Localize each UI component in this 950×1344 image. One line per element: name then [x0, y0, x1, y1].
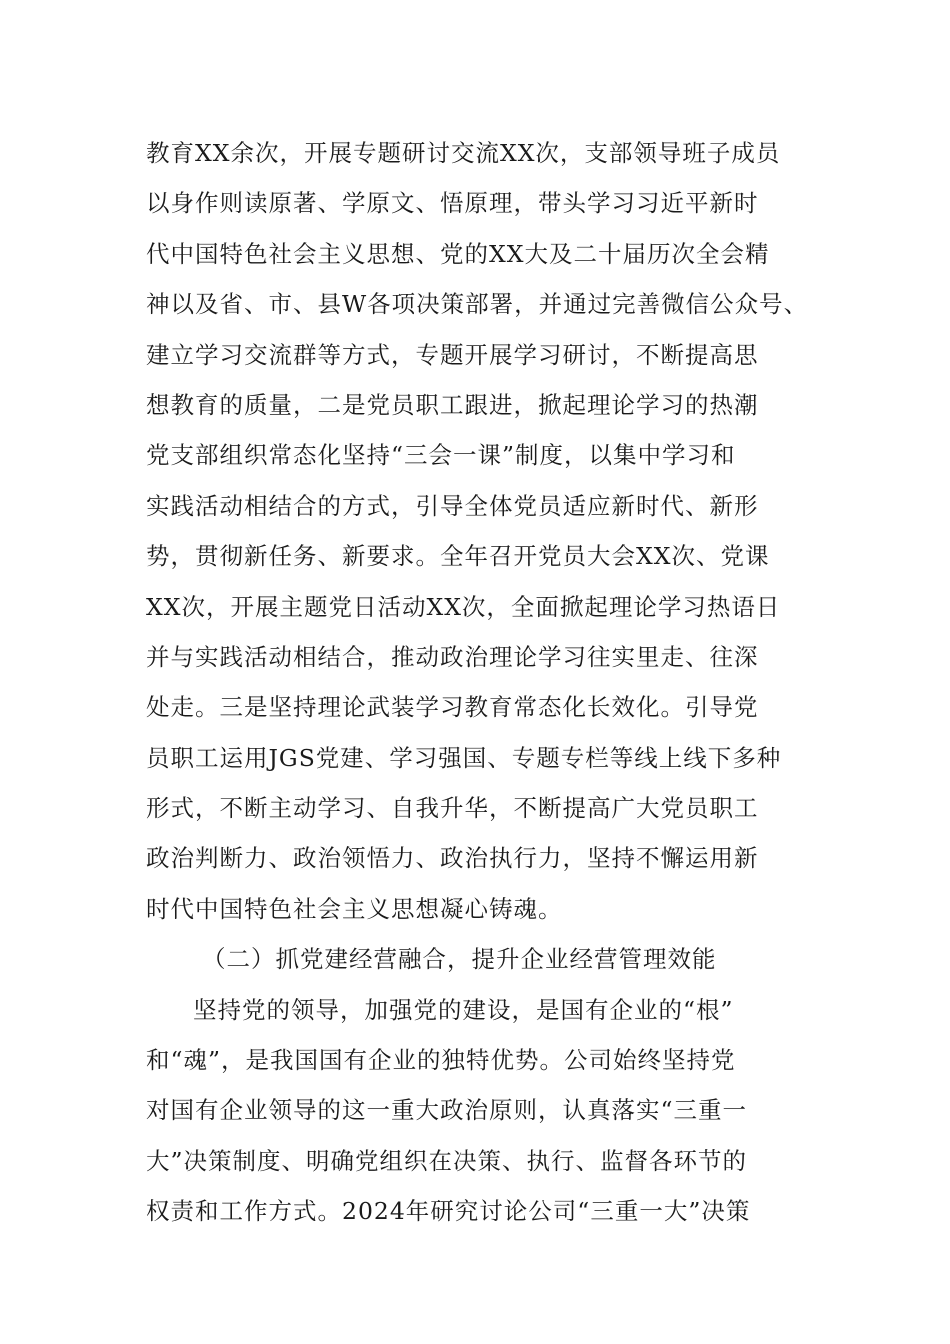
document-body [146, 128, 816, 1237]
text-line: 以身作则读原著、学原文、悟原理，带头学习习近平新时 [146, 189, 759, 218]
paragraph-first-line: 坚持党的领导，加强党的建设，是国有企业的“根” [193, 995, 734, 1024]
text-line: 权责和工作方式。2024年研究讨论公司“三重一大”决策 [146, 1197, 751, 1226]
text-line: 势，贯彻新任务、新要求。全年召开党员大会XX次、党课 [146, 542, 770, 571]
text-line: 员职工运用JGS党建、学习强国、专题专栏等线上线下多种 [146, 743, 782, 772]
text-line: 想教育的质量，二是党员职工跟进，掀起理论学习的热潮 [146, 390, 759, 419]
text-line: 政治判断力、政治领悟力、政治执行力，坚持不懈运用新 [146, 844, 759, 873]
text-line: XX次，开展主题党日活动XX次，全面掀起理论学习热语日 [146, 592, 781, 621]
text-line: 形式，不断主动学习、自我升华，不断提高广大党员职工 [146, 794, 759, 823]
text-line: 处走。三是坚持理论武装学习教育常态化长效化。引导党 [146, 693, 759, 722]
text-line: 代中国特色社会主义思想、党的XX大及二十届历次全会精 [146, 239, 770, 268]
text-line: 大”决策制度、明确党组织在决策、执行、监督各环节的 [146, 1146, 748, 1175]
text-line: 并与实践活动相结合，推动政治理论学习往实里走、往深 [146, 642, 759, 671]
text-line: 党支部组织常态化坚持“三会一课”制度，以集中学习和 [146, 441, 736, 470]
section-heading: （二）抓党建经营融合，提升企业经营管理效能 [202, 945, 717, 974]
text-line: 时代中国特色社会主义思想凝心铸魂。 [146, 894, 563, 923]
text-line: 建立学习交流群等方式，专题开展学习研讨，不断提高思 [146, 340, 759, 369]
text-line: 神以及省、市、县W各项决策部署，并通过完善微信公众号、 [146, 290, 809, 319]
text-line: 实践活动相结合的方式，引导全体党员适应新时代、新形 [146, 491, 759, 520]
text-line: 和“魂”，是我国国有企业的独特优势。公司始终坚持党 [146, 1046, 736, 1075]
text-line: 教育XX余次，开展专题研讨交流XX次，支部领导班子成员 [146, 139, 781, 167]
text-line: 对国有企业领导的这一重大政治原则，认真落实“三重一 [146, 1096, 748, 1125]
